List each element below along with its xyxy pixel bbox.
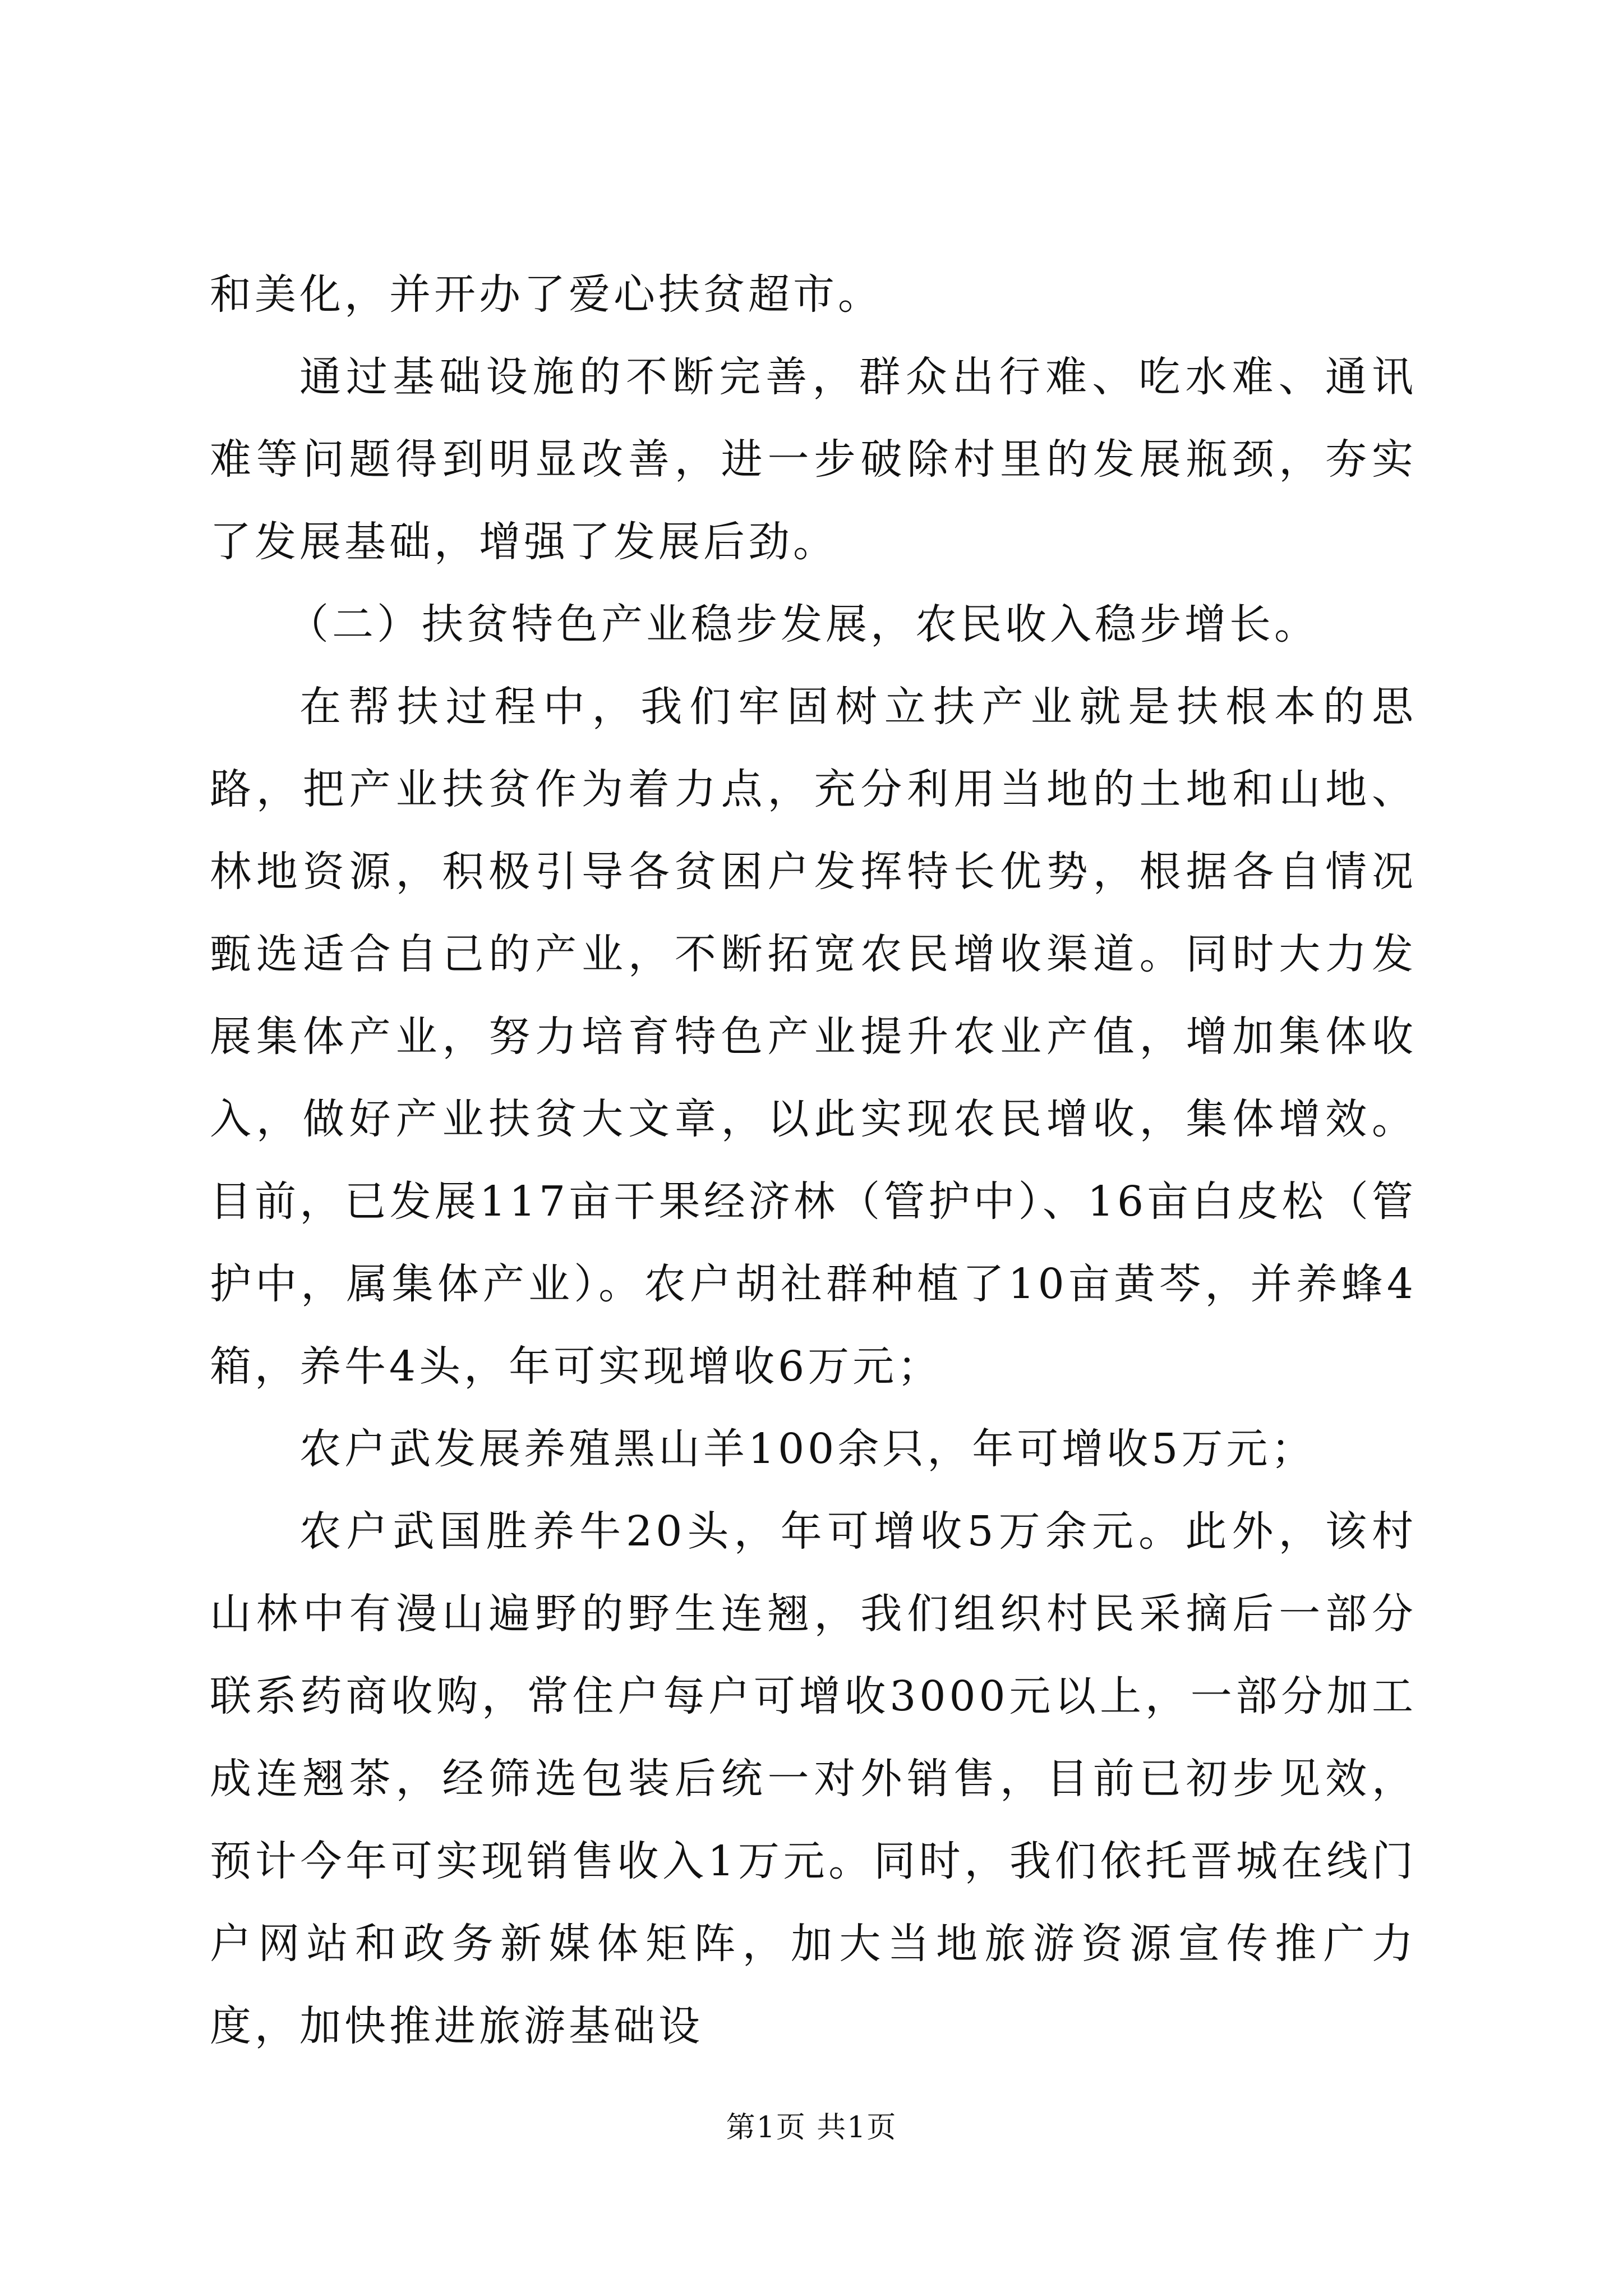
paragraph-industry: 在帮扶过程中，我们牢固树立扶产业就是扶根本的思路，把产业扶贫作为着力点，充分利用当地的土地和山地、林地资源，积极引导各贫困户发挥特长优势，根据各自情况甄选适合自己的产业，不断拓宽农民增收渠道。同时大力发展集体产业，努力培育特色产业提升农业产值，增加集体收入，做好产业扶贫大文章，以此实现农民增收，集体增效。目前，已发展117亩干果经济林（管护中）、16亩白皮松（管护中，属集体产业）。农户胡社群种植了10亩黄芩，并养蜂4箱，养牛4头，年可实现增收6万元； [210,683,1417,1391]
document-body [210,254,1417,2068]
paragraph-infrastructure: 通过基础设施的不断完善，群众出行难、吃水难、通讯难等问题得到明显改善，进一步破除村里的发展瓶颈，夯实了发展基础，增强了发展后劲。 [210,353,1417,566]
paragraph-continuation: 和美化，并开办了爱心扶贫超市。 [210,270,883,319]
section-heading: （二）扶贫特色产业稳步发展，农民收入稳步增长。 [287,600,1319,648]
paragraph-cattle-and-forsythia: 农户武国胜养牛20头，年可增收5万余元。此外，该村山林中有漫山遍野的野生连翘，我们组织村民采摘后一部分联系药商收购，常住户每户可增收3000元以上，一部分加工成连翘茶，经筛选包装后统一对外销售，目前已初步见效，预计今年可实现销售收入1万元。同时，我们依托晋城在线门户网站和政务新媒体矩阵，加大当地旅游资源宣传推广力度，加快推进旅游基础设 [210,1507,1417,2050]
page-footer: 第1页 共1页 [726,2111,897,2145]
paragraph-goat-farming: 农户武发展养殖黑山羊100余只，年可增收5万元； [299,1425,1316,1473]
